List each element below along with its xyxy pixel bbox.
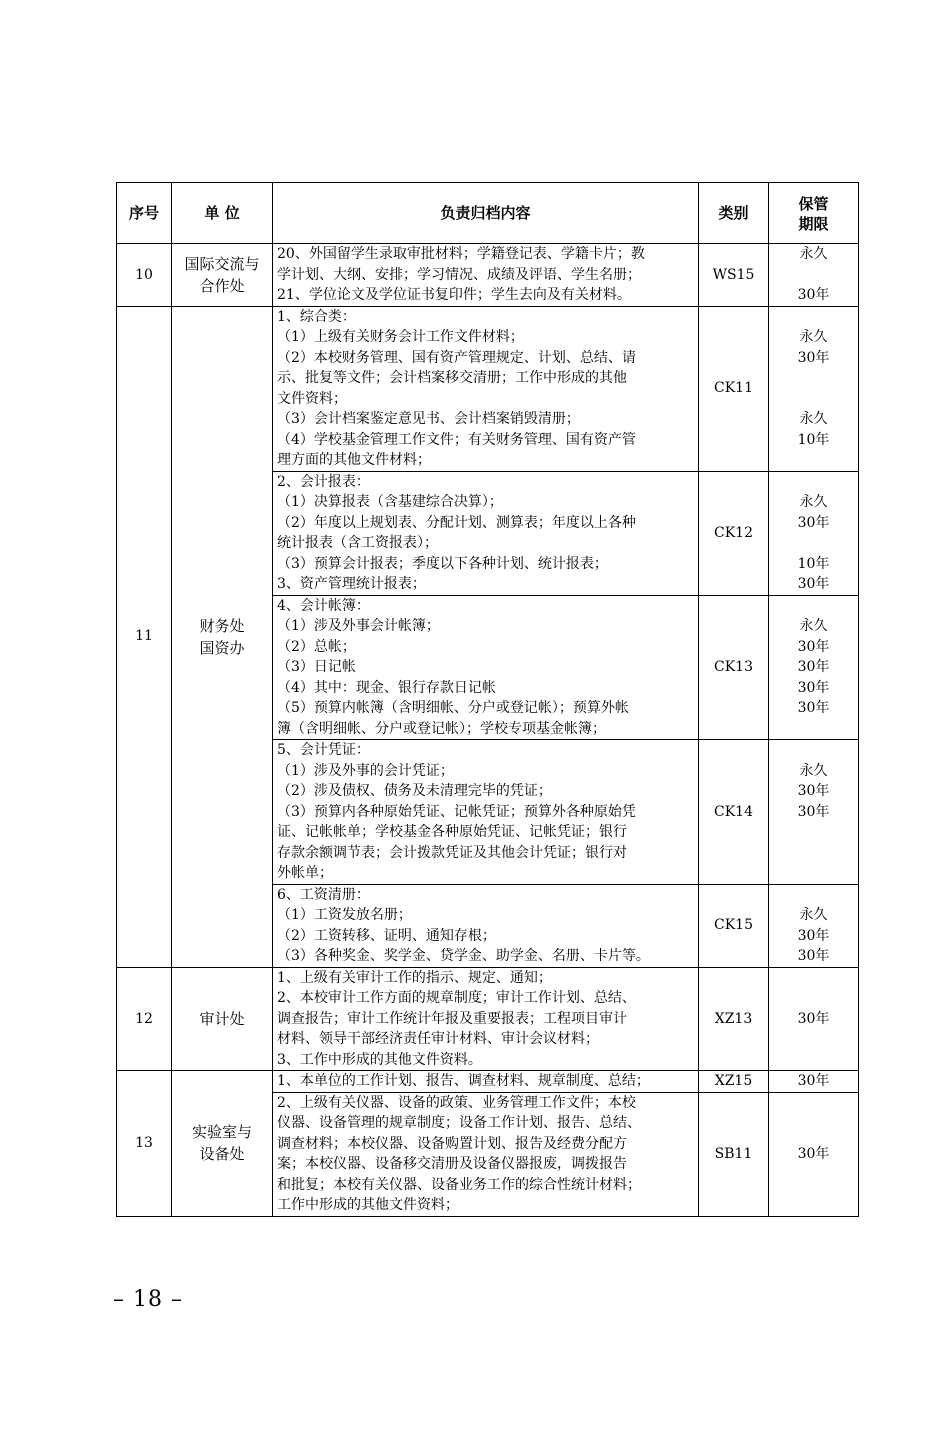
category-code: CK15 <box>699 884 769 967</box>
retention-period <box>769 244 859 307</box>
header-period-line: 保管 <box>798 194 829 213</box>
content-line: 20、外国留学生录取审批材料；学籍登记表、学籍卡片；教 <box>277 246 645 262</box>
content-line: 4、会计帐簿： <box>277 597 370 614</box>
retention-period-line <box>773 822 854 843</box>
content-line: （4）学校基金管理工作文件；有关财务管理、国有资产管 <box>277 431 636 448</box>
header-period-line: 期限 <box>798 215 829 233</box>
retention-period-line: 30年 <box>797 1073 830 1089</box>
retention-period-line: 30年 <box>797 638 830 655</box>
retention-period-line <box>773 265 854 286</box>
content-line: 示、批复等文件；会计档案移交清册；工作中形成的其他 <box>277 370 627 386</box>
content-line: 3、工作中形成的其他文件资料。 <box>277 1051 482 1068</box>
retention-period-line <box>773 389 854 410</box>
archive-table <box>116 182 859 1217</box>
archive-content <box>273 306 699 471</box>
content-line: 存款余额调节表；会计拨款凭证及其他会计凭证；银行对 <box>277 844 627 861</box>
content-line: （4）其中：现金、银行存款日记帐 <box>277 679 496 696</box>
category-code: CK11 <box>699 306 769 471</box>
retention-period-line: 永久 <box>799 329 828 345</box>
content-line: （2）涉及债权、债务及未清理完毕的凭证； <box>277 783 552 799</box>
content-line: （5）预算内帐簿（含明细帐、分户或登记帐）；预算外帐 <box>277 700 629 716</box>
content-line: （2）总帐； <box>277 638 356 655</box>
content-line: （1）涉及外事的会计凭证； <box>277 762 454 779</box>
table-header-row <box>117 183 859 244</box>
table-row <box>117 1071 859 1093</box>
unit-name <box>172 1071 273 1217</box>
retention-period <box>769 740 859 885</box>
unit-name <box>172 306 273 967</box>
content-line: （3）预算内各种原始凭证、记帐凭证；预算外各种原始凭 <box>277 803 636 820</box>
retention-period <box>769 967 859 1071</box>
retention-period-line: 永久 <box>799 907 828 923</box>
content-line: 1、上级有关审计工作的指示、规定、通知； <box>277 969 552 986</box>
retention-period-line: 30年 <box>797 1145 830 1162</box>
content-line: 2、上级有关仪器、设备的政策、业务管理工作文件；本校 <box>277 1094 636 1111</box>
content-line: （1）涉及外事会计帐簿； <box>277 618 440 634</box>
retention-period-line: 30年 <box>797 803 830 820</box>
unit-name-line: 财务处 <box>199 616 245 635</box>
category-code: XZ15 <box>699 1071 769 1093</box>
retention-period <box>769 306 859 471</box>
content-line: （1）决算报表（含基建综合决算）； <box>277 494 503 510</box>
retention-period-line <box>773 885 854 906</box>
content-line: 调查材料；本校仪器、设备购置计划、报告及经费分配方 <box>277 1135 627 1152</box>
content-line: （3）日记帐 <box>277 659 356 675</box>
category-code: XZ13 <box>699 967 769 1071</box>
category-code: WS15 <box>699 244 769 307</box>
content-line: （3）各种奖金、奖学金、贷学金、助学金、名册、卡片等。 <box>277 948 650 964</box>
content-line: 证、记帐帐单；学校基金各种原始凭证、记帐凭证；银行 <box>277 824 627 840</box>
retention-period-line <box>773 307 854 328</box>
row-number: 12 <box>117 967 172 1071</box>
retention-period-line: 永久 <box>799 618 828 634</box>
archive-content <box>273 967 699 1071</box>
content-line: 5、会计凭证： <box>277 742 370 758</box>
retention-period-line <box>773 596 854 617</box>
content-line: 和批复；本校有关仪器、设备业务工作的综合性统计材料； <box>277 1176 641 1193</box>
header-period <box>769 183 859 244</box>
unit-name-line: 合作处 <box>199 276 245 295</box>
archive-content <box>273 471 699 595</box>
retention-period-line: 30年 <box>797 514 830 531</box>
retention-period-line <box>773 533 854 554</box>
content-line: 外帐单； <box>277 865 333 881</box>
unit-name <box>172 244 273 307</box>
unit-name-line: 设备处 <box>199 1145 245 1164</box>
content-line: （2）工资转移、证明、通知存根； <box>277 927 496 944</box>
content-line: 3、资产管理统计报表； <box>277 576 426 592</box>
content-line: 学计划、大纲、安排；学习情况、成绩及评语、学生名册； <box>277 266 641 283</box>
retention-period <box>769 1071 859 1093</box>
content-line: 簿（含明细帐、分户或登记帐）；学校专项基金帐簿； <box>277 720 606 737</box>
content-line: （2）本校财务管理、国有资产管理规定、计划、总结、请 <box>277 349 636 366</box>
header-unit: 单 位 <box>172 183 273 244</box>
retention-period-line <box>773 843 854 864</box>
archive-content <box>273 884 699 967</box>
retention-period-line: 30年 <box>797 1010 830 1027</box>
retention-period-line: 30年 <box>797 700 830 716</box>
unit-name-line: 国际交流与 <box>184 254 260 273</box>
retention-period-line: 30年 <box>797 927 830 944</box>
archive-content <box>273 244 699 307</box>
table-row <box>117 306 859 471</box>
content-line: 1、本单位的工作计划、报告、调查材料、规章制度、总结； <box>277 1073 650 1089</box>
content-line: 6、工资清册： <box>277 886 370 903</box>
retention-period-line: 永久 <box>799 762 828 779</box>
content-line: （1）工资发放名册； <box>277 907 412 923</box>
archive-content <box>273 595 699 740</box>
content-line: 2、本校审计工作方面的规章制度；审计工作计划、总结、 <box>277 990 636 1006</box>
table-row <box>117 967 859 1071</box>
content-line: （3）预算会计报表；季度以下各种计划、统计报表； <box>277 555 608 572</box>
retention-period-line <box>773 472 854 493</box>
unit-name-line: 实验室与 <box>191 1123 252 1142</box>
retention-period-line: 30年 <box>797 783 830 799</box>
table-row <box>117 244 859 307</box>
content-line: 案；本校仪器、设备移交清册及设备仪器报废，调拨报告 <box>277 1156 627 1172</box>
content-line: 调查报告；审计工作统计年报及重要报表；工程项目审计 <box>277 1010 627 1027</box>
content-line: 2、会计报表： <box>277 473 370 490</box>
content-line: 理方面的其他文件材料； <box>277 452 431 468</box>
content-line: （1）上级有关财务会计工作文件材料； <box>277 329 524 345</box>
category-code: SB11 <box>699 1092 769 1216</box>
archive-content <box>273 1071 699 1093</box>
retention-period-line: 30年 <box>797 948 830 964</box>
retention-period <box>769 471 859 595</box>
retention-period-line: 10年 <box>797 431 830 448</box>
unit-name <box>172 967 273 1071</box>
category-code: CK14 <box>699 740 769 885</box>
row-number: 13 <box>117 1071 172 1217</box>
unit-name-line: 审计处 <box>199 1009 245 1028</box>
retention-period-line: 永久 <box>799 411 828 427</box>
retention-period-line: 30年 <box>797 287 830 303</box>
retention-period-line <box>773 450 854 471</box>
content-line: 工作中形成的其他文件资料； <box>277 1197 459 1213</box>
archive-content <box>273 1092 699 1216</box>
retention-period-line <box>773 740 854 761</box>
retention-period-line: 10年 <box>797 555 830 572</box>
retention-period-line: 30年 <box>797 349 830 366</box>
retention-period-line: 30年 <box>797 576 830 592</box>
retention-period-line: 永久 <box>799 246 828 262</box>
unit-name-line: 国资办 <box>199 638 245 657</box>
content-line: 仪器、设备管理的规章制度；设备工作计划、报告、总结、 <box>277 1115 641 1131</box>
content-line: 统计报表（含工资报表）； <box>277 535 438 551</box>
retention-period-line <box>773 719 854 740</box>
category-code: CK12 <box>699 471 769 595</box>
retention-period-line <box>773 863 854 884</box>
page-number: – 18 – <box>113 1287 183 1312</box>
row-number: 10 <box>117 244 172 307</box>
retention-period-line: 30年 <box>797 659 830 675</box>
header-no: 序号 <box>117 183 172 244</box>
retention-period-line <box>773 368 854 389</box>
content-line: 1、综合类： <box>277 308 356 325</box>
content-line: 材料、领导干部经济责任审计材料、审计会议材料； <box>277 1031 599 1047</box>
header-category: 类别 <box>699 183 769 244</box>
archive-content <box>273 740 699 885</box>
row-number: 11 <box>117 306 172 967</box>
header-content: 负责归档内容 <box>273 183 699 244</box>
retention-period <box>769 595 859 740</box>
content-line: 文件资料； <box>277 390 347 407</box>
retention-period-line: 永久 <box>799 494 828 510</box>
retention-period-line: 30年 <box>797 679 830 696</box>
table-body <box>117 244 859 1217</box>
retention-period <box>769 884 859 967</box>
retention-period <box>769 1092 859 1216</box>
content-line: （2）年度以上规划表、分配计划、测算表；年度以上各种 <box>277 514 636 531</box>
content-line: （3）会计档案鉴定意见书、会计档案销毁清册； <box>277 411 580 427</box>
category-code: CK13 <box>699 595 769 740</box>
content-line: 21、学位论文及学位证书复印件；学生去向及有关材料。 <box>277 287 631 303</box>
